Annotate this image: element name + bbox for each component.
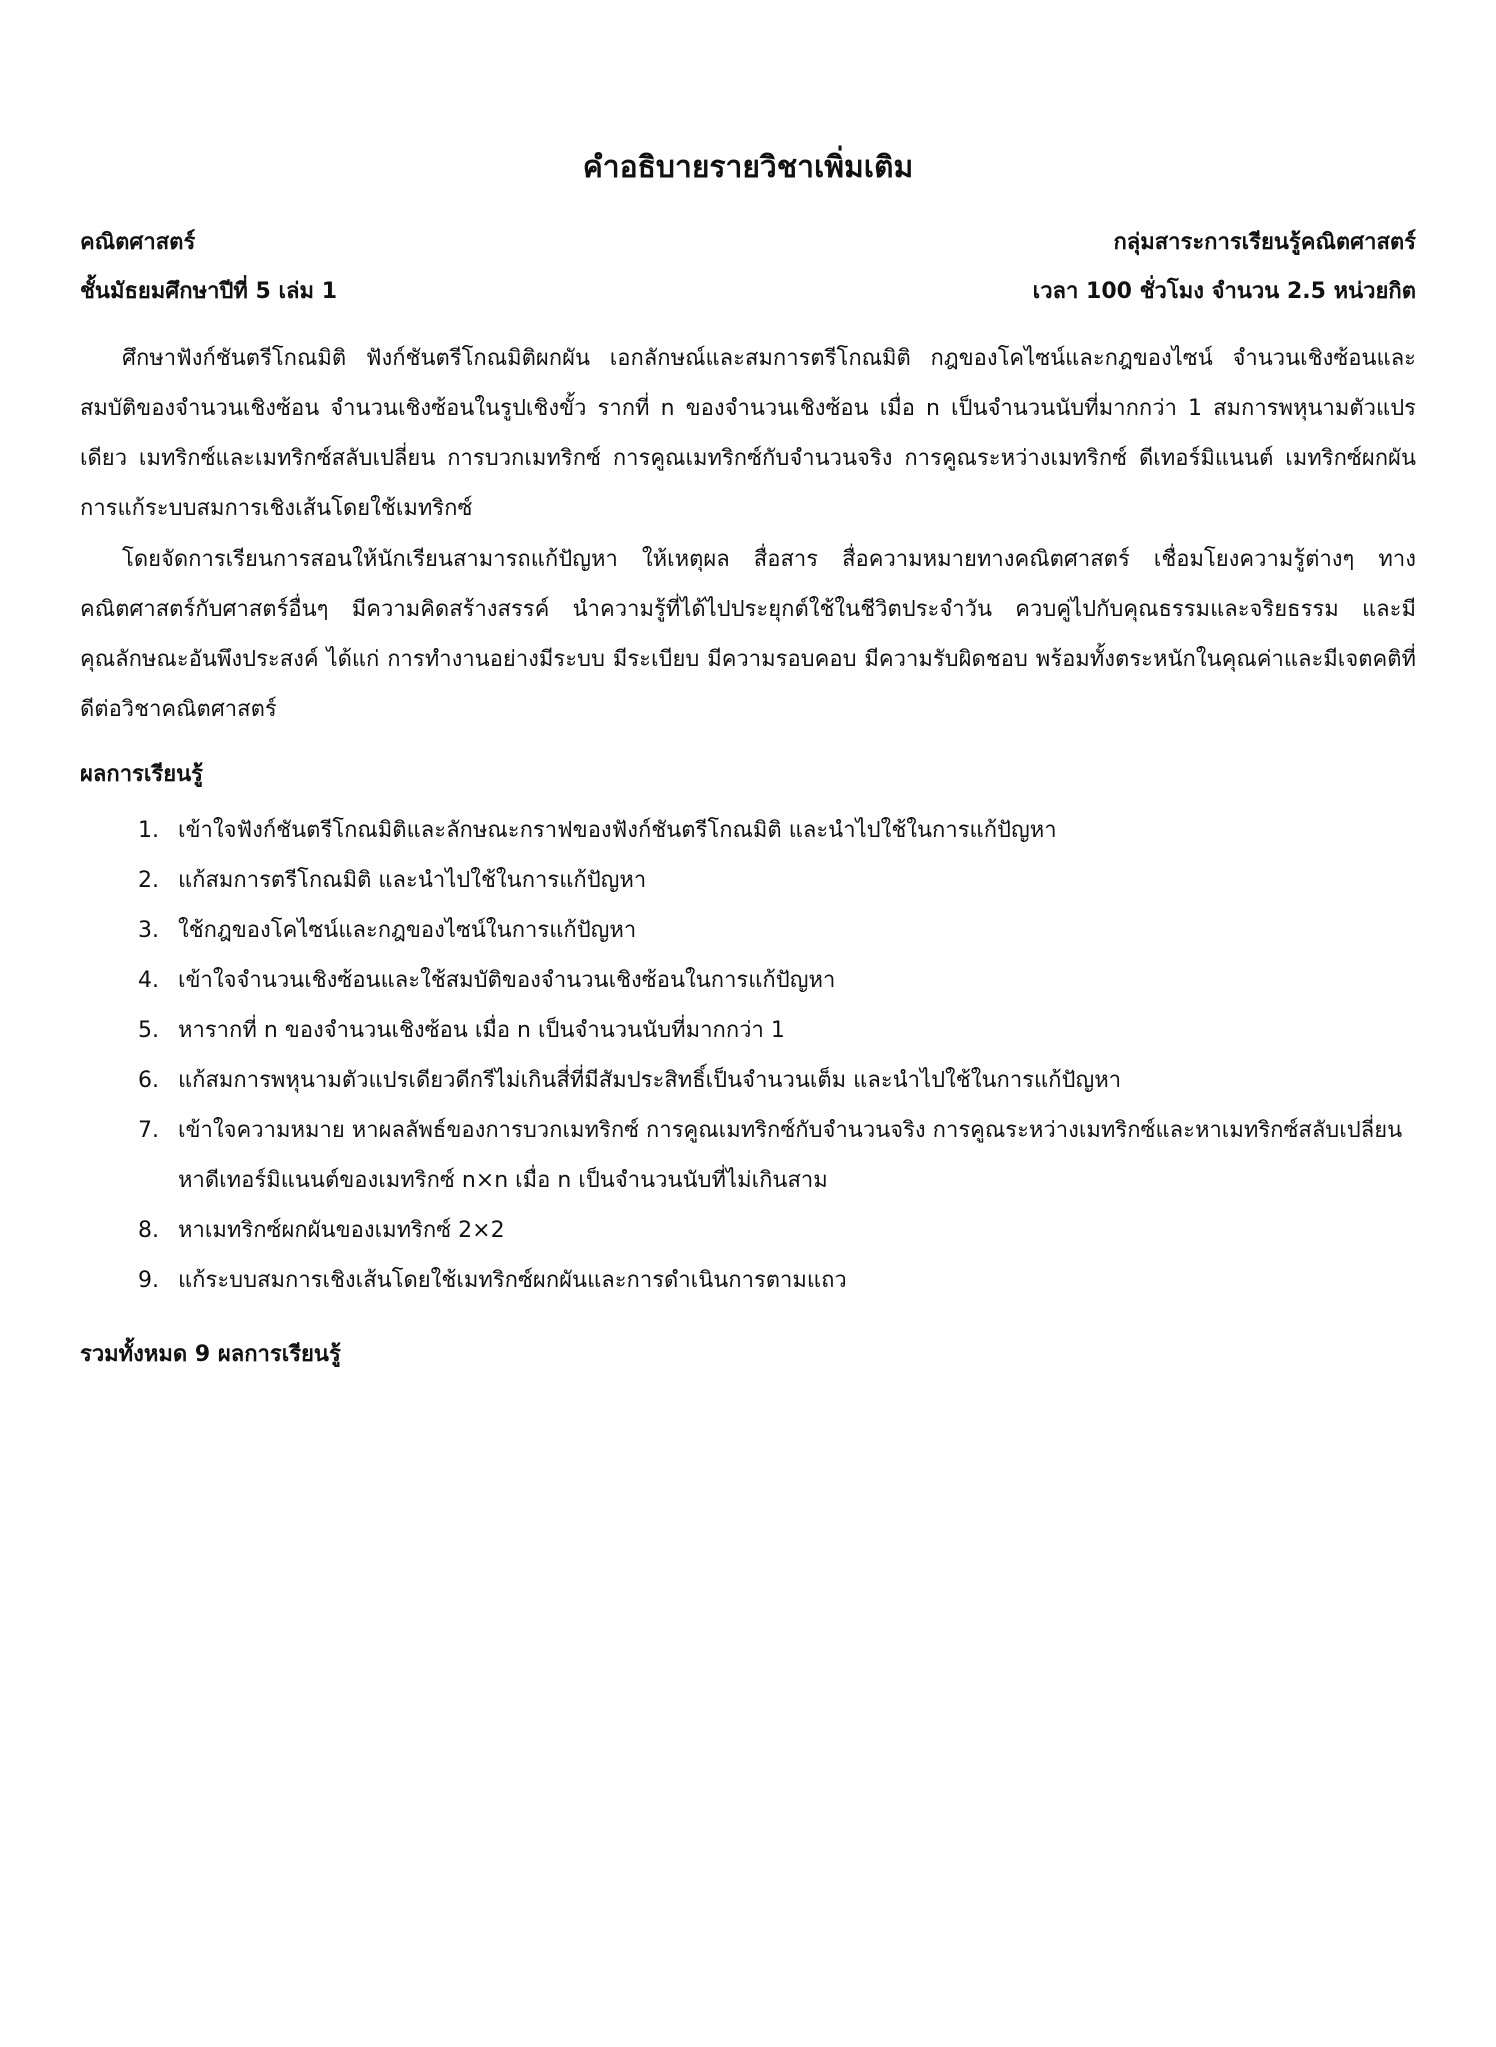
- outcome-item: [80, 1006, 1416, 1056]
- outcome-number: 9.: [138, 1268, 159, 1293]
- outcome-number: 6.: [138, 1068, 159, 1093]
- outcome-text: หาเมทริกซ์ผกผันของเมทริกซ์ 2×2: [178, 1218, 505, 1243]
- time-credit-label: เวลา 100 ชั่วโมง จำนวน 2.5 หน่วยกิต: [1032, 279, 1416, 304]
- outcome-text: ใช้กฎของโคไซน์และกฎของไซน์ในการแก้ปัญหา: [178, 918, 637, 943]
- outcome-number: 1.: [138, 818, 159, 843]
- description-paragraph-1: ศึกษาฟังก์ชันตรีโกณมิติ ฟังก์ชันตรีโกณมิติผกผัน เอกลักษณ์และสมการตรีโกณมิติ กฎของโคไซน์และกฎของไซน์ จำนวนเชิงซ้อนและสมบัติของจำนวนเชิงซ้อน จำนวนเชิงซ้อนในรูปเชิงขั้ว รากที่ n ของจำนวนเชิงซ้อน เมื่อ n เป็นจำนวนนับที่มากกว่า 1 สมการพหุนามตัวแปรเดียว เมทริกซ์และเมทริกซ์สลับเปลี่ยน การบวกเมทริกซ์ การคูณเมทริกซ์กับจำนวนจริง การคูณระหว่างเมทริกซ์ ดีเทอร์มิแนนต์ เมทริกซ์ผกผัน การแก้ระบบสมการเชิงเส้นโดยใช้เมทริกซ์: [80, 346, 1416, 521]
- outcome-item: [80, 856, 1416, 906]
- outcome-number: 4.: [138, 968, 159, 993]
- subject-label: คณิตศาสตร์: [80, 230, 196, 255]
- outcomes-list: [80, 806, 1416, 1306]
- outcome-item: [80, 906, 1416, 956]
- outcome-number: 5.: [138, 1018, 159, 1043]
- outcomes-total: รวมทั้งหมด 9 ผลการเรียนรู้: [80, 1342, 341, 1367]
- outcome-item: [80, 1206, 1416, 1256]
- outcome-text: เข้าใจฟังก์ชันตรีโกณมิติและลักษณะกราฟของฟังก์ชันตรีโกณมิติ และนำไปใช้ในการแก้ปัญหา: [178, 818, 1057, 843]
- outcome-text: เข้าใจจำนวนเชิงซ้อนและใช้สมบัติของจำนวนเชิงซ้อนในการแก้ปัญหา: [178, 968, 836, 993]
- outcome-text: แก้สมการตรีโกณมิติ และนำไปใช้ในการแก้ปัญหา: [178, 868, 647, 893]
- outcome-number: 2.: [138, 868, 159, 893]
- outcome-item: [80, 1056, 1416, 1106]
- outcome-text: แก้ระบบสมการเชิงเส้นโดยใช้เมทริกซ์ผกผันและการดำเนินการตามแถว: [178, 1268, 847, 1293]
- document-title: คำอธิบายรายวิชาเพิ่มเติม: [582, 150, 914, 185]
- outcome-item: [80, 806, 1416, 856]
- outcome-text: เข้าใจความหมาย หาผลลัพธ์ของการบวกเมทริกซ์ การคูณเมทริกซ์กับจำนวนจริง การคูณระหว่างเมทริกซ์และหาเมทริกซ์สลับเปลี่ยน หาดีเทอร์มิแนนต์ของเมทริกซ์ n×n เมื่อ n เป็นจำนวนนับที่ไม่เกินสาม: [178, 1118, 1403, 1193]
- outcome-item: [80, 956, 1416, 1006]
- outcome-text: แก้สมการพหุนามตัวแปรเดียวดีกรีไม่เกินสี่ที่มีสัมประสิทธิ์เป็นจำนวนเต็ม และนำไปใช้ในการแก้ปัญหา: [178, 1068, 1122, 1093]
- document-page: [80, 0, 1416, 2047]
- header-row-2: [80, 275, 1416, 309]
- outcome-text: หารากที่ n ของจำนวนเชิงซ้อน เมื่อ n เป็นจำนวนนับที่มากกว่า 1: [178, 1018, 785, 1043]
- learning-area-label: กลุ่มสาระการเรียนรู้คณิตศาสตร์: [1113, 230, 1416, 255]
- outcomes-heading: ผลการเรียนรู้: [80, 762, 203, 787]
- outcome-number: 3.: [138, 918, 159, 943]
- outcome-number: 8.: [138, 1218, 159, 1243]
- outcome-item: [80, 1106, 1416, 1206]
- outcome-number: 7.: [138, 1118, 159, 1143]
- grade-label: ชั้นมัธยมศึกษาปีที่ 5 เล่ม 1: [80, 279, 337, 304]
- outcome-item: [80, 1256, 1416, 1306]
- description-paragraph-2: โดยจัดการเรียนการสอนให้นักเรียนสามารถแก้ปัญหา ให้เหตุผล สื่อสาร สื่อความหมายทางคณิตศาสตร์ เชื่อมโยงความรู้ต่างๆ ทางคณิตศาสตร์กับศาสตร์อื่นๆ มีความคิดสร้างสรรค์ นำความรู้ที่ได้ไปประยุกต์ใช้ในชีวิตประจำวัน ควบคู่ไปกับคุณธรรมและจริยธรรม และมีคุณลักษณะอันพึงประสงค์ ได้แก่ การทำงานอย่างมีระบบ มีระเบียบ มีความรอบคอบ มีความรับผิดชอบ พร้อมทั้งตระหนักในคุณค่าและมีเจตคติที่ดีต่อวิชาคณิตศาสตร์: [80, 547, 1416, 722]
- header-row-1: [80, 226, 1416, 260]
